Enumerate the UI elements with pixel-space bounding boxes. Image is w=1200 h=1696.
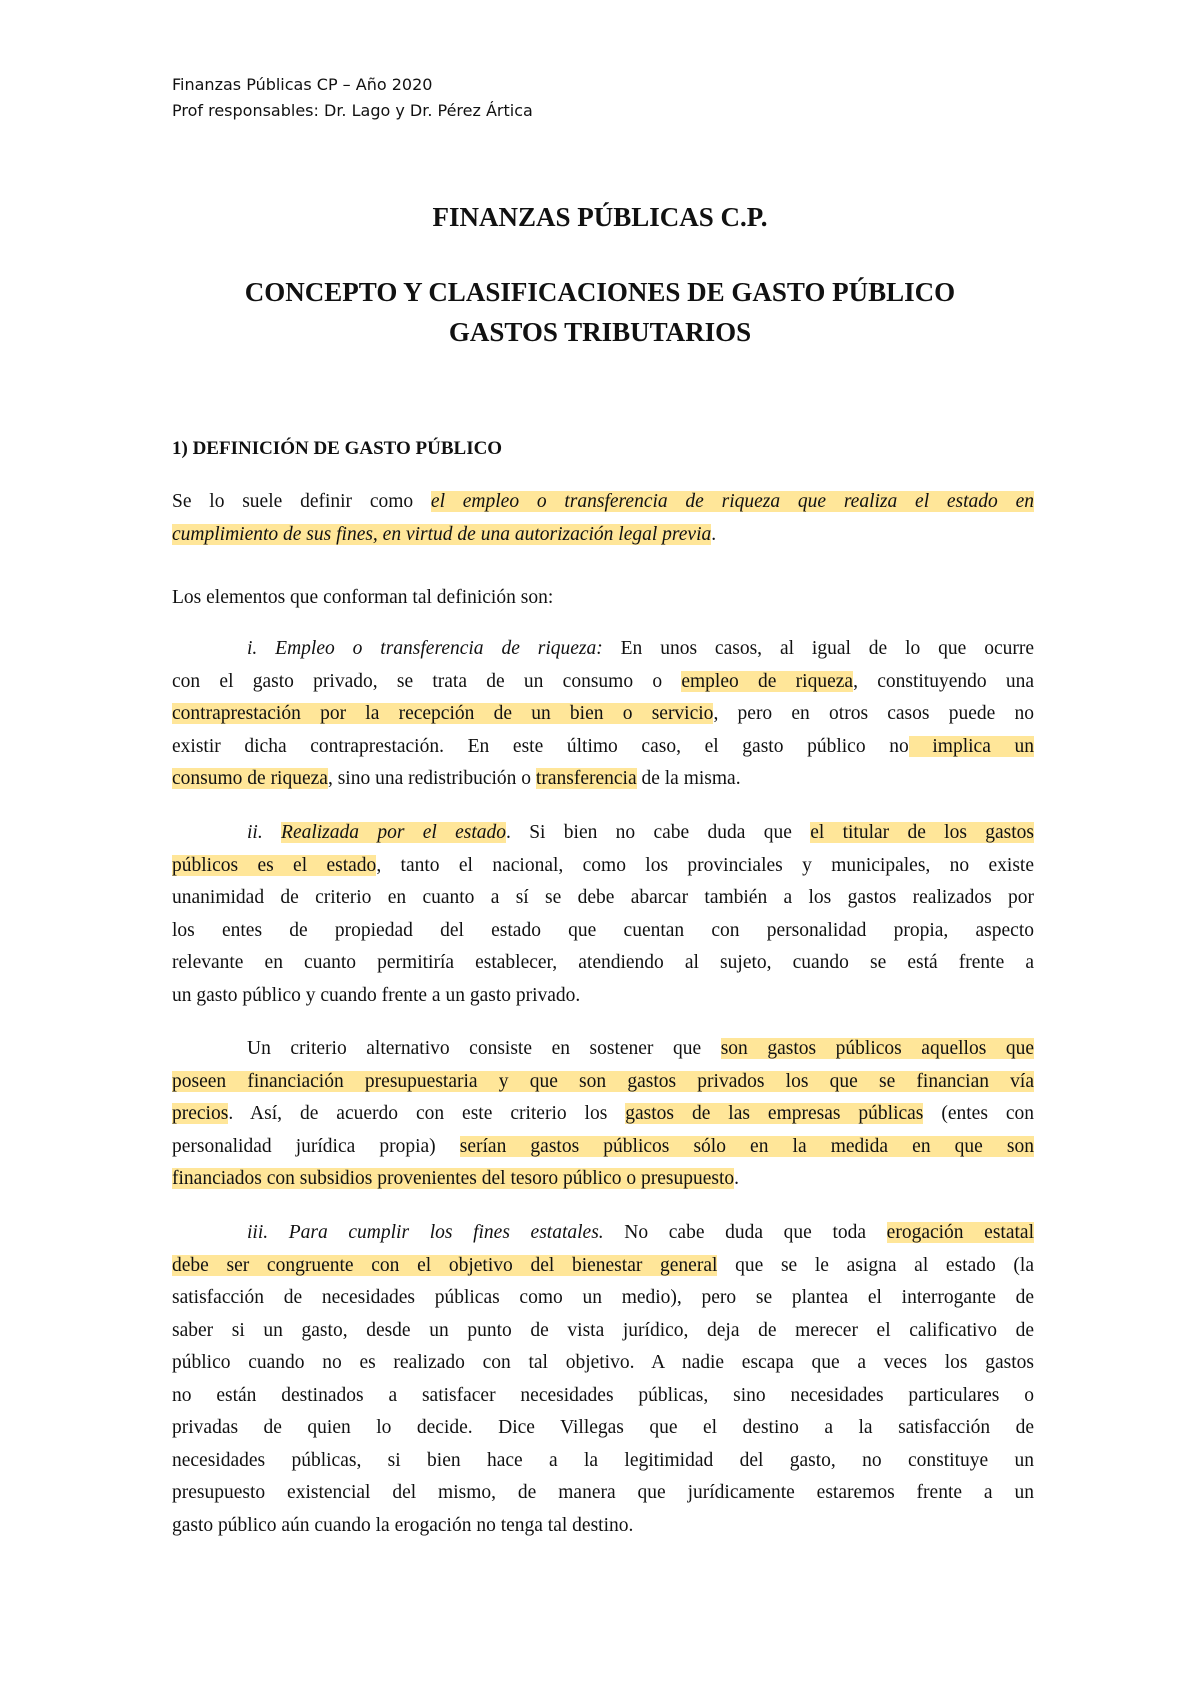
item-label: iii. Para cumplir los fines estatales. (247, 1222, 604, 1243)
definition-paragraph (172, 486, 1034, 551)
text-line (172, 633, 1034, 666)
highlighted-text: precios (172, 1103, 229, 1124)
text-line: presupuesto existencial del mismo, de manera que jurídicamente estaremos frente a un (172, 1482, 1034, 1503)
highlighted-text: erogación estatal (886, 1222, 1034, 1243)
highlighted-text: debe ser congruente con el objetivo del bienestar general (172, 1254, 718, 1276)
item-label: ii. (247, 822, 282, 843)
text-run: , constituyendo una (853, 670, 1035, 692)
text-run: personalidad jurídica propia) (172, 1135, 460, 1157)
highlighted-text: financiados con subsidios provenientes del tesoro público o presupuesto (172, 1168, 735, 1189)
text-run: . (711, 523, 717, 545)
item-iii-paragraph (172, 1217, 1034, 1542)
document-titles (0, 200, 1200, 352)
highlighted-text: el empleo o transferencia de riqueza que realiza el estado en (430, 491, 1034, 512)
highlighted-text: consumo de riqueza (172, 768, 328, 789)
section-heading: 1) DEFINICIÓN DE GASTO PÚBLICO (172, 438, 503, 459)
text-line (172, 817, 1034, 850)
text-run: que se le asigna al estado (la (717, 1254, 1034, 1276)
highlighted-text: públicos es el estado (172, 854, 377, 876)
text-line (172, 486, 1034, 519)
text-line (172, 731, 1034, 764)
text-line (172, 1131, 1034, 1164)
text-line (172, 519, 1034, 552)
highlighted-text: empleo de riqueza (681, 670, 854, 692)
text-run: con el gasto privado, se trata de un consumo o (172, 670, 682, 692)
text-line (172, 1033, 1034, 1066)
document-title: FINANZAS PÚBLICAS C.P. (432, 202, 768, 232)
text-run: . Así, de acuerdo con este criterio los (228, 1103, 626, 1124)
text-line: los entes de propiedad del estado que cuentan con personalidad propia, aspecto (172, 919, 1034, 941)
header-course-line: Finanzas Públicas CP – Año 2020 (172, 75, 433, 94)
highlighted-text: el titular de los gastos (810, 822, 1034, 843)
text-line (172, 763, 1034, 796)
text-run: Se lo suele definir como (172, 491, 431, 512)
highlighted-text: gastos de las empresas públicas (625, 1103, 924, 1124)
text-run: , sino una redistribución o (327, 768, 536, 789)
text-run: En unos casos, al igual de lo que ocurre (602, 638, 1034, 659)
text-run: , pero en otros casos puede no (713, 703, 1034, 724)
highlighted-text: poseen financiación presupuestaria y que son gastos privados los que se financian vía (172, 1070, 1034, 1092)
text-line: privadas de quien lo decide. Dice Villegas que el destino a la satisfacción de (172, 1417, 1034, 1438)
item-ii-paragraph (172, 817, 1034, 1012)
item-label: i. Empleo o transferencia de riqueza: (247, 638, 603, 659)
elements-intro (172, 582, 1034, 615)
text-line: gasto público aún cuando la erogación no tenga tal destino. (172, 1514, 634, 1536)
highlighted-text: transferencia (535, 768, 637, 789)
text-run: Un criterio alternativo consiste en sostener que (247, 1038, 721, 1059)
text-run: No cabe duda que toda (603, 1222, 887, 1243)
text-run: (entes con (923, 1103, 1035, 1124)
highlighted-text: cumplimiento de sus fines, en virtud de una autorización legal previa (172, 523, 712, 545)
text-line: unanimidad de criterio en cuanto a sí se debe abarcar también a los gastos realizados por (172, 887, 1034, 908)
text-run: existir dicha contraprestación. En este último caso, el gasto público no (172, 735, 909, 757)
text-line: Los elementos que conforman tal definición son: (172, 587, 554, 608)
text-line: necesidades públicas, si bien hace a la legitimidad del gasto, no constituye un (172, 1449, 1034, 1471)
text-line: relevante en cuanto permitiría establecer, atendiendo al sujeto, cuando se está frente a (172, 952, 1034, 973)
highlighted-text: son gastos públicos aquellos que (720, 1038, 1034, 1059)
item-i-paragraph (172, 633, 1034, 796)
highlighted-text: Realizada por el estado (281, 822, 507, 843)
text-run: de la misma. (636, 768, 741, 789)
text-run: . (734, 1168, 740, 1189)
text-line (172, 1217, 1034, 1250)
text-line (172, 1163, 1034, 1196)
text-line (172, 698, 1034, 731)
text-line: saber si un gasto, desde un punto de vista jurídico, deja de merecer el calificativo de (172, 1319, 1034, 1341)
highlighted-text: contraprestación por la recepción de un bien o servicio (172, 703, 714, 724)
text-line: satisfacción de necesidades públicas como un medio), pero se plantea el interrogante de (172, 1287, 1034, 1308)
document-subtitle-1: CONCEPTO Y CLASIFICACIONES DE GASTO PÚBLICO (244, 277, 956, 307)
text-line (172, 1098, 1034, 1131)
highlighted-text: serían gastos públicos sólo en la medida en que son (459, 1135, 1035, 1157)
text-line: público cuando no es realizado con tal objetivo. A nadie escapa que a veces los gastos (172, 1352, 1034, 1373)
highlighted-text: implica un (908, 735, 1034, 757)
text-line (172, 850, 1034, 883)
text-run: , tanto el nacional, como los provinciales y municipales, no existe (376, 854, 1035, 876)
document-subtitle-2: GASTOS TRIBUTARIOS (448, 317, 752, 347)
text-line: no están destinados a satisfacer necesidades públicas, sino necesidades particulares o (172, 1384, 1034, 1406)
alternative-criterion-paragraph (172, 1033, 1034, 1196)
text-line (172, 1250, 1034, 1283)
text-line (172, 1066, 1034, 1099)
text-line: un gasto público y cuando frente a un gasto privado. (172, 984, 581, 1006)
header-professors-line: Prof responsables: Dr. Lago y Dr. Pérez Ártica (172, 101, 533, 120)
text-run: . Si bien no cabe duda que (506, 822, 811, 843)
text-line (172, 666, 1034, 699)
page-header (172, 72, 533, 124)
